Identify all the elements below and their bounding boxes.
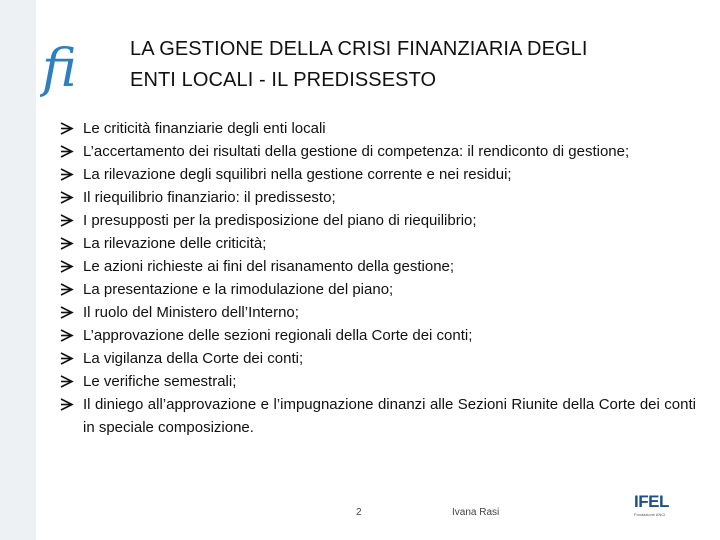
arrow-bullet-icon xyxy=(60,168,74,181)
list-item-text: La rilevazione degli squilibri nella gestione corrente e nei residui; xyxy=(83,166,512,183)
list-item xyxy=(60,186,696,209)
arrow-bullet-icon xyxy=(60,398,74,411)
list-item xyxy=(60,370,696,393)
list-item-text: Le verifiche semestrali; xyxy=(83,373,237,390)
fi-logo-icon xyxy=(40,36,98,98)
list-item xyxy=(60,140,696,163)
svg-text:fi: fi xyxy=(42,39,77,98)
slide-title-line-1: LA GESTIONE DELLA CRISI FINANZIARIA DEGLI xyxy=(130,38,588,60)
ifel-logo-text: IFEL xyxy=(634,492,669,511)
arrow-bullet-icon xyxy=(60,375,74,388)
list-item-text: Il diniego all’approvazione e l’impugnazione dinanzi alle Sezioni Riunite della Corte dei conti in speciale composizione. xyxy=(83,396,696,436)
list-item xyxy=(60,347,696,370)
list-item xyxy=(60,163,696,186)
topics-list xyxy=(60,117,696,439)
list-item-text: L’accertamento dei risultati della gestione di competenza: il rendiconto di gestione; xyxy=(83,143,630,160)
arrow-bullet-icon xyxy=(60,237,74,250)
author-name: Ivana Rasi xyxy=(452,507,500,518)
list-item-text: La presentazione e la rimodulazione del piano; xyxy=(83,281,394,298)
list-item xyxy=(60,278,696,301)
list-item-text: La vigilanza della Corte dei conti; xyxy=(83,350,304,367)
list-item xyxy=(60,209,696,232)
list-item xyxy=(60,324,696,347)
arrow-bullet-icon xyxy=(60,329,74,342)
page-number: 2 xyxy=(356,507,362,518)
slide-title-line-2: ENTI LOCALI - IL PREDISSESTO xyxy=(130,69,437,91)
arrow-bullet-icon xyxy=(60,260,74,273)
list-item-text: L’approvazione delle sezioni regionali della Corte dei conti; xyxy=(83,327,473,344)
left-decorative-band xyxy=(0,0,36,540)
arrow-bullet-icon xyxy=(60,214,74,227)
slide-title xyxy=(130,34,710,96)
arrow-bullet-icon xyxy=(60,122,74,135)
ifel-logo-subtext: Fondazione ANCI xyxy=(634,512,666,517)
list-item-text: La rilevazione delle criticità; xyxy=(83,235,267,252)
list-item xyxy=(60,255,696,278)
list-item-text: Le azioni richieste ai fini del risanamento della gestione; xyxy=(83,258,455,275)
list-item-text: I presupposti per la predisposizione del piano di riequilibrio; xyxy=(83,212,477,229)
list-item xyxy=(60,117,696,140)
list-item-text: Il ruolo del Ministero dell’Interno; xyxy=(83,304,299,321)
arrow-bullet-icon xyxy=(60,145,74,158)
list-item-text: Le criticità finanziarie degli enti locali xyxy=(83,120,326,137)
list-item-text: Il riequilibrio finanziario: il predissesto; xyxy=(83,189,336,206)
arrow-bullet-icon xyxy=(60,283,74,296)
list-item xyxy=(60,393,696,439)
list-item xyxy=(60,232,696,255)
list-item xyxy=(60,301,696,324)
arrow-bullet-icon xyxy=(60,191,74,204)
arrow-bullet-icon xyxy=(60,352,74,365)
arrow-bullet-icon xyxy=(60,306,74,319)
